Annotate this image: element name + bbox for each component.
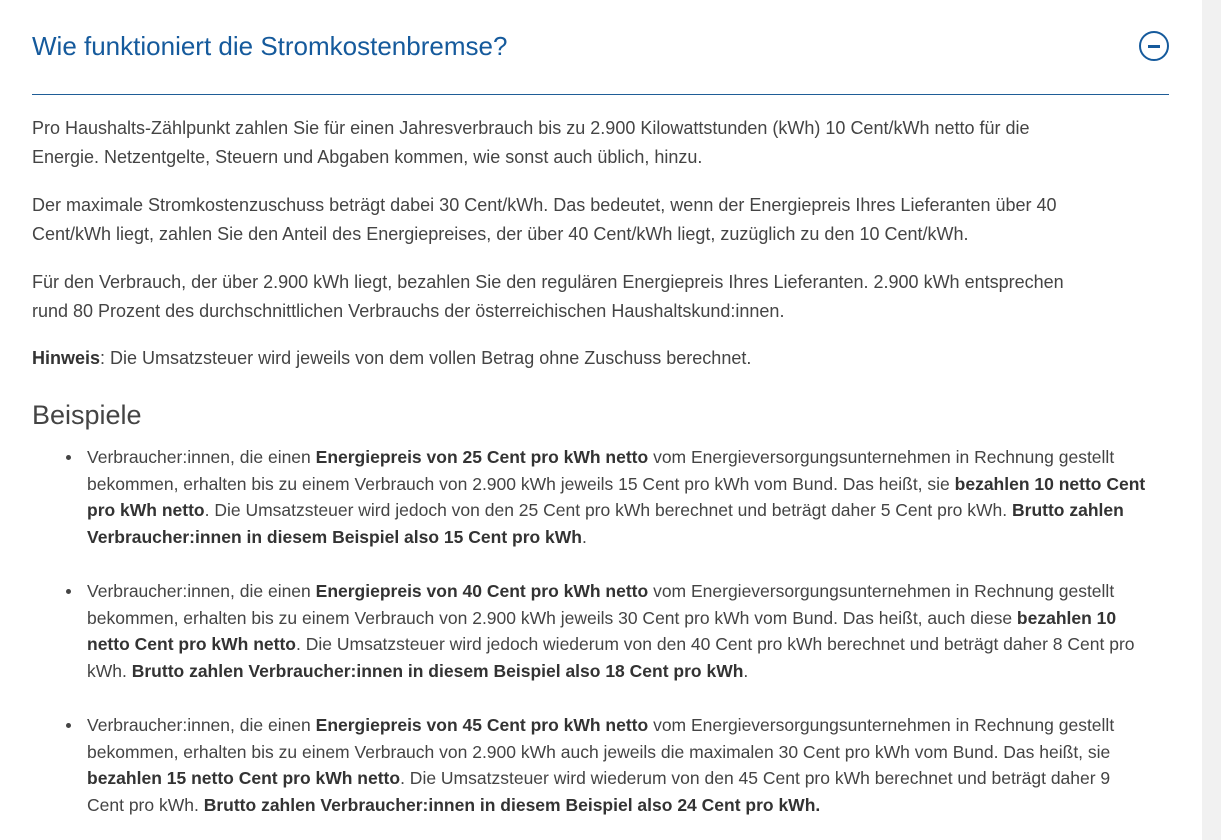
list-item-line	[87, 631, 1169, 658]
bold-run: Energiepreis von 45 Cent pro kWh netto	[315, 715, 649, 735]
scrollbar[interactable]	[1202, 0, 1221, 840]
list-item-line	[87, 792, 1169, 819]
paragraph-line: Der maximale Stromkostenzuschuss beträgt dabei 30 Cent/kWh. Das bedeutet, wenn der Energiepreis Ihres Lieferanten über 40	[32, 195, 1057, 215]
text-run: Verbraucher:innen, die einen	[87, 715, 316, 735]
list-item-line	[87, 605, 1169, 632]
text-run: Verbraucher:innen, die einen	[87, 447, 316, 467]
text-run: . Die Umsatzsteuer wird jedoch wiederum von den 40 Cent pro kWh berechnet und beträgt daher 8 Cent pro	[296, 634, 1135, 654]
paragraph-intro	[32, 114, 1030, 172]
text-run: .	[743, 660, 749, 681]
accordion-panel	[32, 0, 1169, 815]
bold-run: pro kWh netto	[87, 500, 205, 520]
bullet-icon	[66, 723, 71, 728]
list-item	[87, 444, 1169, 550]
bold-run: netto Cent pro kWh netto	[87, 634, 297, 654]
bold-run: bezahlen 10	[1016, 607, 1117, 628]
list-item-line	[87, 444, 1169, 471]
paragraph-line: Cent/kWh liegt, zahlen Sie den Anteil des Energiepreises, der über 40 Cent/kWh liegt, zuzüglich zu den 10 Cent/kWh.	[32, 224, 969, 244]
list-item	[87, 712, 1169, 818]
list-item-line	[87, 765, 1169, 792]
text-run: . Die Umsatzsteuer wird wiederum von den 45 Cent pro kWh berechnet und beträgt daher 9	[400, 768, 1111, 788]
list-item-line	[87, 497, 1169, 524]
paragraph-line: Für den Verbrauch, der über 2.900 kWh liegt, bezahlen Sie den regulären Energiepreis Ihres Lieferanten. 2.900 kWh entsprechen	[32, 272, 1064, 292]
text-run: vom Energieversorgungsunternehmen in Rechnung gestellt	[648, 581, 1115, 601]
bold-run: Energiepreis von 40 Cent pro kWh netto	[315, 581, 649, 601]
bold-run: Brutto zahlen	[1012, 500, 1124, 520]
bold-run: Brutto zahlen Verbraucher:innen in diesem Beispiel also 18 Cent pro kWh	[131, 660, 744, 681]
list-item-line	[87, 524, 1169, 551]
text-run: .	[582, 526, 587, 547]
bold-run: bezahlen 15 netto Cent pro kWh netto	[87, 768, 401, 788]
bold-run: Brutto zahlen Verbraucher:innen in diesem Beispiel also 24 Cent pro kWh.	[203, 794, 821, 815]
text-run: vom Energieversorgungsunternehmen in Rechnung gestellt	[648, 715, 1115, 735]
paragraph-line: rund 80 Prozent des durchschnittlichen Verbrauchs der österreichischen Haushaltskund:innen.	[32, 301, 785, 321]
paragraph-line: Energie. Netzentgelte, Steuern und Abgaben kommen, wie sonst auch üblich, hinzu.	[32, 147, 703, 167]
text-run: bekommen, erhalten bis zu einem Verbrauch von 2.900 kWh jeweils 30 Cent pro kWh vom Bund. Das heißt, auch diese	[87, 607, 1017, 628]
list-item-line	[87, 712, 1169, 739]
text-run: bekommen, erhalten bis zu einem Verbrauch von 2.900 kWh auch jeweils die maximalen 30 Cent pro kWh vom Bund. Das heißt, sie	[87, 741, 1111, 762]
text-run: . Die Umsatzsteuer wird jedoch von den 25 Cent pro kWh berechnet und beträgt daher 5 Cent pro kWh.	[204, 500, 1012, 520]
bold-run: bezahlen 10 netto Cent	[954, 473, 1146, 494]
list-item-line	[87, 578, 1169, 605]
minus-circle-icon[interactable]	[1139, 31, 1169, 61]
note-label: Hinweis	[32, 348, 101, 368]
examples-heading: Beispiele	[32, 400, 142, 430]
list-item-line	[87, 739, 1169, 766]
note-text: : Die Umsatzsteuer wird jeweils von dem vollen Betrag ohne Zuschuss berechnet.	[100, 348, 752, 368]
text-run: kWh.	[87, 660, 132, 681]
accordion-header[interactable]	[32, 0, 1169, 95]
paragraph-max-subsidy	[32, 191, 1057, 249]
bullet-icon	[66, 589, 71, 594]
text-run: Cent pro kWh.	[87, 794, 204, 815]
paragraph-note	[32, 344, 751, 373]
accordion-title[interactable]: Wie funktioniert die Stromkostenbremse?	[32, 31, 508, 61]
list-item-line	[87, 471, 1169, 498]
text-run: bekommen, erhalten bis zu einem Verbrauch von 2.900 kWh jeweils 15 Cent pro kWh vom Bund. Das heißt, sie	[87, 473, 955, 494]
paragraph-line: Pro Haushalts-Zählpunkt zahlen Sie für einen Jahresverbrauch bis zu 2.900 Kilowattstunden (kWh) 10 Cent/kWh netto für die	[32, 118, 1030, 138]
text-run: Verbraucher:innen, die einen	[87, 581, 316, 601]
minus-bar	[1148, 45, 1160, 48]
bold-run: Energiepreis von 25 Cent pro kWh netto	[315, 447, 649, 467]
list-item-line	[87, 658, 1169, 685]
text-run: vom Energieversorgungsunternehmen in Rechnung gestellt	[648, 447, 1115, 467]
list-item	[87, 578, 1169, 684]
bullet-icon	[66, 455, 71, 460]
bold-run: Verbraucher:innen in diesem Beispiel also 15 Cent pro kWh	[87, 526, 582, 547]
paragraph-consumption	[32, 268, 1064, 326]
